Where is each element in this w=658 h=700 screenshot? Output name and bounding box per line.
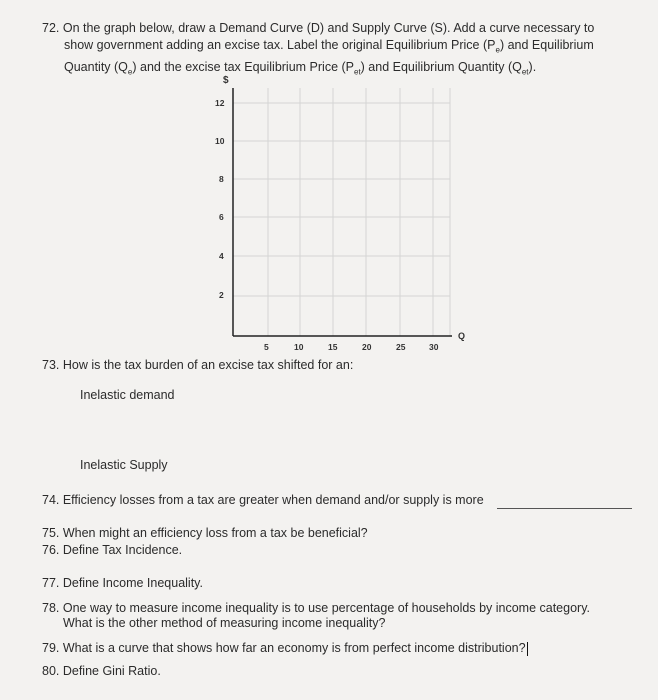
question-77: 77. Define Income Inequality. <box>42 576 203 590</box>
y-tick-10: 10 <box>215 136 225 146</box>
x-tick-5: 5 <box>264 342 269 352</box>
question-78-line2: What is the other method of measuring income inequality? <box>63 616 386 630</box>
inelastic-demand-label: Inelastic demand <box>80 388 175 402</box>
x-axis-symbol: Q <box>458 331 466 341</box>
graph-grid <box>233 88 450 336</box>
y-axis-symbol: $ <box>223 75 229 86</box>
x-tick-20: 20 <box>362 342 372 352</box>
x-tick-25: 25 <box>396 342 406 352</box>
x-tick-10: 10 <box>294 342 304 352</box>
y-tick-2: 2 <box>219 290 224 300</box>
x-tick-30: 30 <box>429 342 439 352</box>
question-79: 79. What is a curve that shows how far an economy is from perfect income distribution? <box>42 641 526 655</box>
question-80: 80. Define Gini Ratio. <box>42 664 161 678</box>
text-cursor <box>527 642 528 656</box>
inelastic-supply-label: Inelastic Supply <box>80 458 168 472</box>
q72-line1: 72. On the graph below, draw a Demand Curve (D) and Supply Curve (S). Add a curve necessary to <box>42 21 595 35</box>
question-75: 75. When might an efficiency loss from a tax be beneficial? <box>42 526 368 540</box>
question-74: 74. Efficiency losses from a tax are greater when demand and/or supply is more <box>42 493 484 507</box>
q72-line3: Quantity $(Q_e)$ and the excise tax Equilibrium Price $(P_{et})$ and Equilibrium Quantity $(Q_{et})$. <box>64 59 537 76</box>
y-tick-8: 8 <box>219 174 224 184</box>
question-73: 73. How is the tax burden of an excise tax shifted for an: <box>42 358 354 372</box>
y-tick-12: 12 <box>215 98 225 108</box>
y-tick-6: 6 <box>219 212 224 222</box>
answer-blank-74[interactable] <box>497 508 632 509</box>
question-78-line1: 78. One way to measure income inequality is to use percentage of households by income category. <box>42 601 590 615</box>
x-tick-15: 15 <box>328 342 338 352</box>
y-tick-4: 4 <box>219 251 224 261</box>
question-76: 76. Define Tax Incidence. <box>42 543 183 557</box>
q72-line2: show government adding an excise tax. Label the original Equilibrium Price $(P_e)$ and Equilibrium <box>64 38 594 55</box>
